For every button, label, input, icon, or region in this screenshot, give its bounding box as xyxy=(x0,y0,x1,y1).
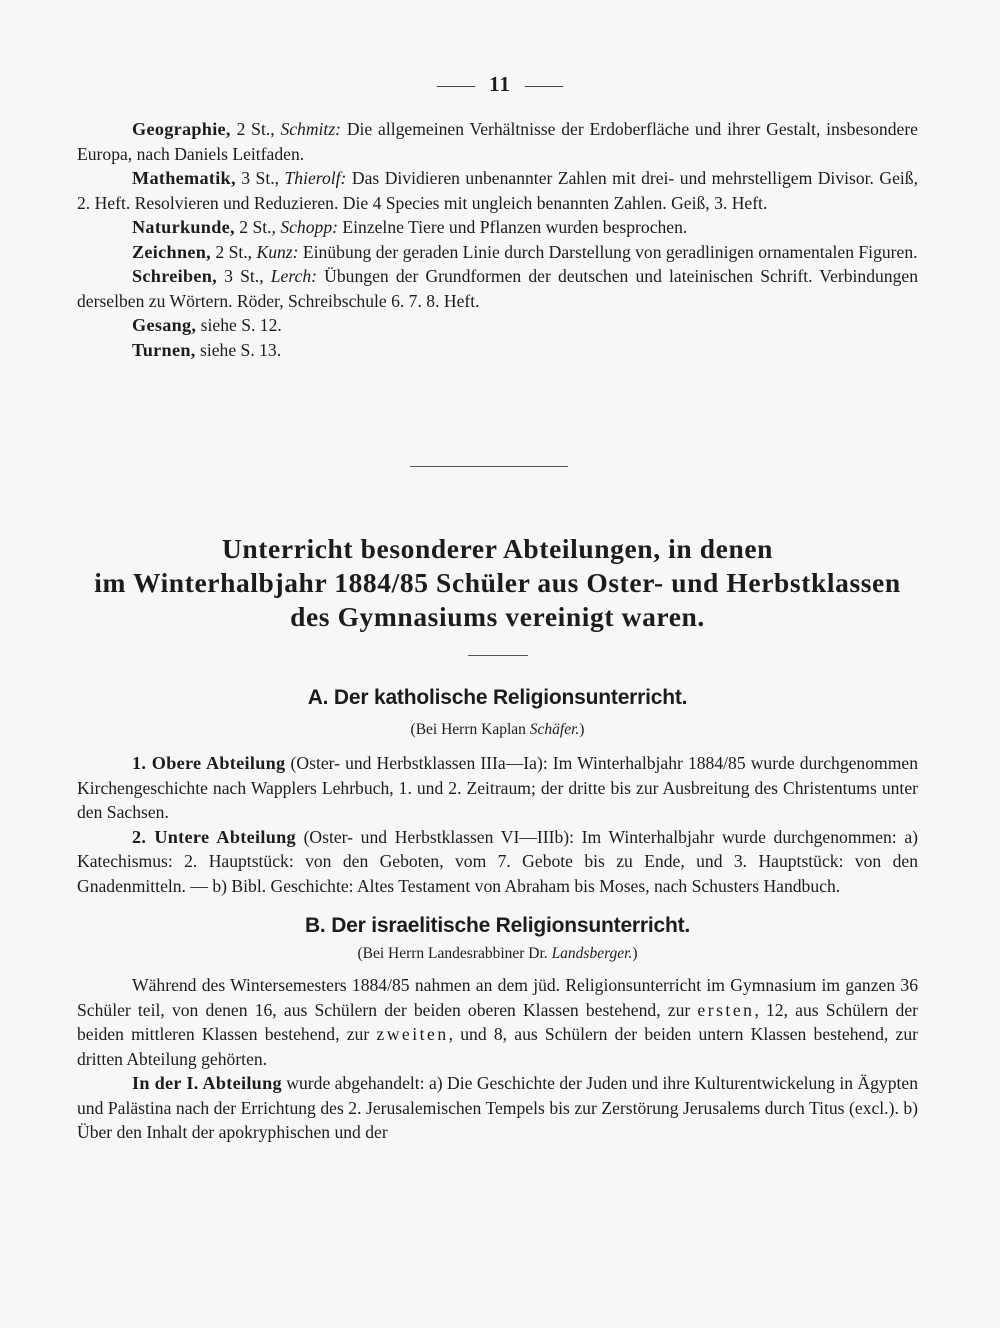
section-a-paragraph-2: 2. Untere Abteilung (Oster- und Herbstklassen VI—IIIb): Im Winterhalbjahr wurde durchgenommen: a) Katechismus: 2. Hauptstück: von den Geboten, vom 7. Gebote bis zu Ende, und 3. Hauptstück: von den Gnadenmitteln. — b) Bibl. Geschichte: Altes Testament von Abraham bis Moses, nach Schusters Handbuch. xyxy=(77,826,918,896)
section-b-teacher: (Bei Herrn Landesrabbiner Dr. Landsberger.) xyxy=(357,945,638,962)
section-b-paragraph-2: In der I. Abteilung wurde abgehandelt: a) Die Geschichte der Juden und ihre Kulturentwickelung in Ägypten und Palästina nach der Errichtung des 2. Jerusalemischen Tempels bis zur Zerstörung Jerusalems durch Titus (excl.). b) Über den Inhalt der apokryphischen und der xyxy=(77,1073,919,1142)
title-divider xyxy=(468,655,528,656)
religion-sections xyxy=(77,686,918,1145)
subject-schreiben: Schreiben, 3 St., Lerch: Übungen der Grundformen der deutschen und lateinischen Schrift. Verbindungen derselben zu Wörtern. Röder, Schreibschule 6. 7. 8. Heft. xyxy=(77,266,919,311)
section-a-paragraph-1: 1. Obere Abteilung (Oster- und Herbstklassen IIIa—Ia): Im Winterhalbjahr 1884/85 wurde durchgenommen Kirchengeschichte nach Wapplers Lehrbuch, 1. und 2. Zeitraum; der dritte bis zur Ausbreitung des Christentums unter den Sachsen. xyxy=(77,753,918,822)
subject-gesang: Gesang, siehe S. 12. xyxy=(132,315,282,335)
section-a-heading: A. Der katholische Religionsunterricht. xyxy=(307,686,688,709)
subject-naturkunde: Naturkunde, 2 St., Schopp: Einzelne Tiere und Pflanzen wurden besprochen. xyxy=(132,217,688,237)
section-divider xyxy=(410,466,568,467)
section-b-heading: B. Der israelitische Religionsunterricht. xyxy=(304,914,691,937)
page-number: 11 xyxy=(0,72,1000,97)
subject-list xyxy=(77,117,918,362)
subject-mathematik: Mathematik, 3 St., Thierolf: Das Dividieren unbenannter Zahlen mit drei- und mehrstelligem Divisor. Geiß, 2. Heft. Resolvieren und Reduzieren. Die 4 Species mit ungleich benannten Zahlen. Geiß, 3. Heft. xyxy=(77,168,918,213)
subject-turnen: Turnen, siehe S. 13. xyxy=(132,339,282,360)
subject-zeichnen: Zeichnen, 2 St., Kunz: Einübung der geraden Linie durch Darstellung von geradlinigen ornamentalen Figuren. xyxy=(132,241,918,262)
main-title: Unterricht besonderer Abteilungen, in denen im Winterhalbjahr 1884/85 Schüler aus Oster- und Herbstklassen des Gymnasiums vereinigt waren. xyxy=(94,533,901,632)
section-b-paragraph-1: Während des Wintersemesters 1884/85 nahmen an dem jüd. Religionsunterricht im Gymnasium im ganzen 36 Schüler teil, von denen 16, aus Schülern der beiden oberen Klassen bestehend, zur ersten, 12, aus Schülern der beiden mittleren Klassen bestehend, zur zweiten, und 8, aus Schülern der beiden untern Klassen bestehend, zur dritten Abteilung gehörten. xyxy=(77,975,918,1069)
section-a-teacher: (Bei Herrn Kaplan Schäfer.) xyxy=(410,721,585,738)
subject-geographie: Geographie, 2 St., Schmitz: Die allgemeinen Verhältnisse der Erdoberfläche und ihrer Gestalt, insbesondere Europa, nach Daniels Leitfaden. xyxy=(77,119,918,164)
